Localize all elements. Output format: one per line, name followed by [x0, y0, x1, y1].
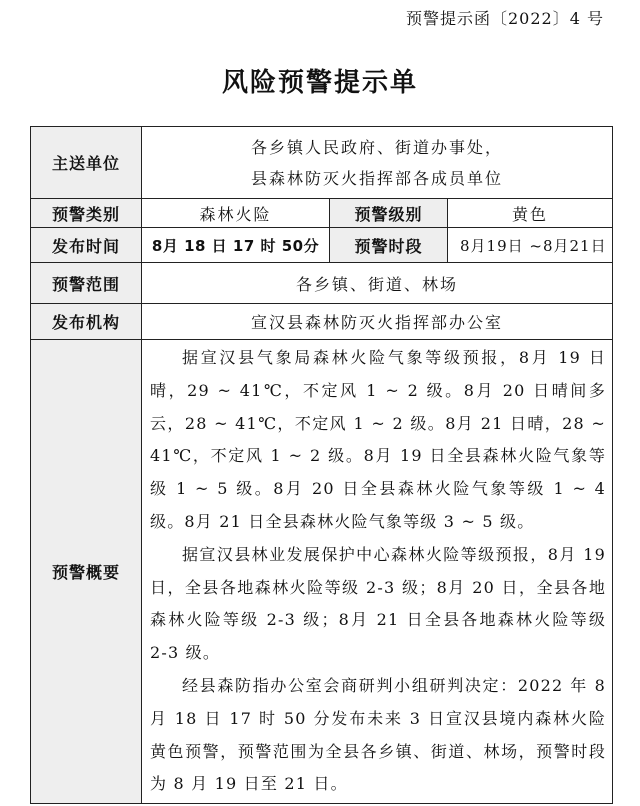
summary-paragraph-decision: 经县森防指办公室会商研判小组研判决定：2022 年 8 月 18 日 17 时 50 分发布未来 3 日宣汉县境内森林火险黄色预警，预警范围为全县各乡镇、街道、林场，预警时段为 8 月 19 日至 21 日。: [150, 675, 607, 794]
publish-time-label: 发布时间: [31, 228, 142, 263]
scope-label: 预警范围: [31, 263, 142, 304]
summary-paragraph-forestry: 据宣汉县林业发展保护中心森林火险等级预报，8月 19 日，全县各地森林火险等级 2-3 级；8月 20 日，全县各地森林火险等级 2-3 级；8月 21 日全县各地森林火险等级 2-3 级。: [150, 544, 607, 663]
recipients-value: [142, 127, 613, 199]
warning-period-value: 8月19日 ~8月21日: [448, 228, 613, 263]
recipients-line-2: 县森林防灭火指挥部各成员单位: [251, 168, 504, 188]
document-number: 预警提示函〔2022〕4 号: [406, 9, 604, 28]
warning-type-label: 预警类别: [31, 199, 142, 228]
issuer-value: 宣汉县森林防灭火指挥部办公室: [142, 304, 613, 340]
warning-level-label: 预警级别: [330, 199, 448, 228]
summary-label: 预警概要: [31, 340, 142, 804]
recipients-line-1: 各乡镇人民政府、街道办事处，: [251, 137, 504, 157]
summary-paragraph-weather: 据宣汉县气象局森林火险气象等级预报，8月 19 日晴，29 ~ 41℃，不定风 1 ~ 2 级。8月 20 日晴间多云，28 ~ 41℃，不定风 1 ~ 2 级。8月 21 日晴，28 ~ 41℃，不定风 1 ~ 2 级。8月 19 日全县森林火险气象等级 1 ~ 5 级。8月 20 日全县森林火险气象等级 1 ~ 4 级。8月 21 日全县森林火险气象等级 3 ~ 5 级。: [150, 348, 607, 531]
scope-value: 各乡镇、街道、林场: [142, 263, 613, 304]
type-level-row: [31, 199, 613, 228]
issuer-label: 发布机构: [31, 304, 142, 340]
summary-row: [31, 340, 613, 804]
publish-time-value: 8月 18 日 17 时 50分: [142, 228, 330, 263]
recipients-row: [31, 127, 613, 199]
warning-level-value: 黄色: [448, 199, 613, 228]
warning-period-label: 预警时段: [330, 228, 448, 263]
time-period-row: [31, 228, 613, 263]
warning-form-table: [30, 126, 613, 804]
summary-content: [142, 340, 613, 804]
warning-type-value: 森林火险: [142, 199, 330, 228]
document-title: 风险预警提示单: [221, 68, 418, 98]
issuer-row: [31, 304, 613, 340]
scope-row: [31, 263, 613, 304]
recipients-label: 主送单位: [31, 127, 142, 199]
